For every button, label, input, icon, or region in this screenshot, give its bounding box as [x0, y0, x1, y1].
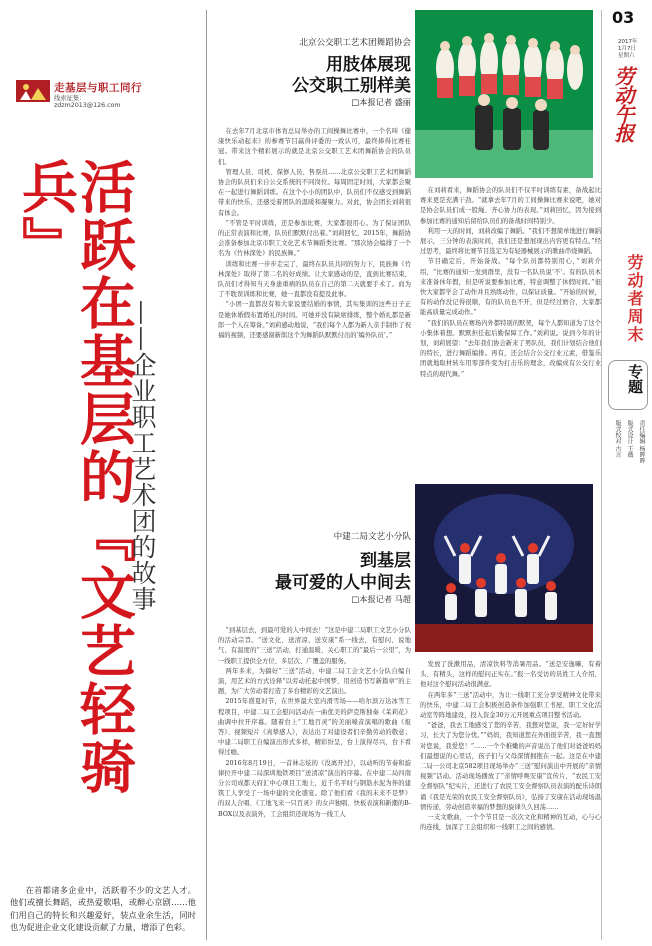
credit-editor: 责任编辑 杨晖晖 [638, 420, 645, 464]
column-title: 走基层与职工同行 [54, 82, 142, 94]
main-title: 活跃在基层的『文艺轻骑兵』 [13, 158, 136, 796]
paragraph: “小团一直都没有和大家说要结婚的事情，其实集训的这些日子正是她休婚假布置婚礼的时间。可她并没有缺席排练，整个婚礼都是新郎一个人在筹备。”刘莉感动地说，“我们每个人都为新人亲手制作了祝福的视频，还要感谢新郎这个为舞蹈队默默付出的‘编外队员’。” [218, 301, 411, 340]
article1-column2 [420, 186, 601, 464]
paragraph: 管理人员、司机、保修人员、售票员……北京公交职工艺术团舞蹈协会的队员们来自公交系统的不同岗位。每周固定时间，大家都会聚在一起进行舞蹈训练。在这个小小的团队中，队员们不仅感受到舞蹈带来的快乐，还感受着团队的温暖和凝聚力。对此，协会团长刘莉很有体会。 [218, 168, 411, 217]
article2-kicker: 中建二局文艺小分队 [333, 532, 411, 542]
article2-byline: □本报记者 马超 [351, 594, 411, 604]
main-subtitle: ——企业职工艺术团的故事 [128, 300, 157, 612]
article2-column2 [420, 660, 601, 942]
paragraph: 在去年7月北京市体育总局举办的工间操舞比赛中，一个名叫《健康快乐动起来》的参赛节目赢得评委的一致认可，最终捧得比赛桂冠。带来这个精彩展示的就是北京公交职工艺术团舞蹈协会的队员们。 [218, 128, 411, 166]
column-badge [16, 80, 144, 109]
page-number: 03 [612, 8, 635, 27]
paragraph: 在两年多“三送”活动中，为让一线职工充分享受精神文化带来的快乐，中建二局工会积极创造条件加强职工书屋、职工文化活动室等阵地建设，投入资金30万元开展重点项目整书活动。 [420, 691, 601, 720]
column-logo-icon [16, 80, 50, 102]
credit-proofreader: 版式校对 古言 [614, 420, 621, 458]
article2-stage-photo [415, 484, 593, 652]
column-contact: 线索征集：zdzm2013@126.com [54, 95, 121, 109]
article2-column1 [218, 626, 411, 944]
article1-byline: □本报记者 盛丽 [351, 97, 411, 107]
paragraph: “爸爸，我去工地感受了您的辛苦，我想对您说，我一定好好学习，长大了为您分忧。”“妈妈，我知道您在外面很辛苦，我一直想对您说，我爱您！”……一个个稚嫩的声音说出了他们对爸爸妈妈们最想说的心里话，孩子们与父母深情拥抱在一起。这是在中建二局一公司北京582项目现场举办“三送”慰问演出中开展的“亲情视频”活动。活动现场播放了“亲情呼唤安康”宣传片，“农民工安全督察队”纪实片，还进行了农民工安全督察队员表演的配乐诗朗诵《我是光荣的农民工安全督察队员》，弘扬了安康在活动现场温情传递，劳动创造幸福的梦想的旋律久久回荡…… [420, 722, 601, 811]
rail-divider [601, 10, 602, 940]
paragraph: “不管是平时训练，还是参加比赛，大家都很用心。为了保证团队的正常表演和比赛，队员们默默付出着。”刘莉回忆，2015年，舞蹈协会准备参加北京市职工文化艺术节舞蹈类比赛。“那次协会编排了一个名为《竹林深处》的民族舞。” [218, 219, 411, 258]
article2-headline-line2: 最可爱的人中间去 [275, 573, 411, 593]
page-date-day: 1月7日 [618, 46, 636, 52]
page-weekday: 星期六 [618, 53, 635, 59]
paragraph: 在刘莉看来，舞蹈协会的队员们不仅平时训练有素，备战起比赛来更是充满干劲。“就拿去年7月的工间操舞比赛来说吧，她对是协会队员们成一股绳、齐心协力的表现。”刘莉回忆，因为接到参加比赛的通知后留给队员们的备战时间特别少。 [420, 187, 601, 225]
paragraph: 训练和比赛一步步走完了，最终在队员共同的努力下，民族舞《竹林深处》取得了第二名的好成绩。让大家感动的是，直到比赛结束，队员们才得知当天身患重病的队员在自己的第二天就要手术了。而为了不耽误训练和比赛，她一直都没有提及此事。 [218, 260, 411, 299]
topic-label: 专题 [626, 364, 644, 394]
article2-headline-line1: 到基层 [360, 551, 411, 571]
paragraph: “我们的队员在赛场内外都特别的默契，每个人都知道为了这个小集体着想。默默担任起后勤保障工作。”刘莉说。说到今年的计划，刘莉展望：“去年我们协会新来了男队员，我们计划结合他们的特长，进行舞蹈编排。再有，还会结合公交行业元素，借鉴乐团就地取材转车用零部件变为打击乐的理念，改编成有公交行业特点的现代舞。” [420, 319, 601, 378]
article1-dance-photo [415, 10, 593, 178]
article1-headline-line2: 公交职工别样美 [292, 76, 411, 96]
column-divider [206, 10, 207, 940]
article1-kicker: 北京公交职工艺术团舞蹈协会 [299, 38, 411, 48]
page-date-year: 2017年 [618, 39, 638, 45]
paragraph: “到基层去，到最可爱的人中间去！”这是中建二局职工文艺小分队的活动宗旨。“送文化、送清凉、送安康”系一线去，有慰问、说地气、有温度的“三送”活动，打通温暖、关心职工的“最后一公里”，为一线职工提供全方位、多层次、广覆盖的服务。 [218, 627, 411, 665]
intro-text: 在首都诸多企业中，活跃着不少的文艺人才。他们或擅长舞蹈，或热爱歌唱，或醉心京剧……他们用自己的特长和兴趣爱好，装点业余生活，同时也为促进企业文化建设贡献了力量，增添了色彩。 [10, 885, 196, 933]
paragraph: 2015年盛夏时节，在世界最大室内滑雪场——哈尔滨万达冰雪工程项目，中建二局工会慰问活动在一曲优美的萨克斯独奏《茉莉花》曲调中拉开序幕。随着台上“工地百灵”的美丽嗓音演唱的歌曲《报答》、视频短片《真挚感人》，表达出了对建设者们辛勤劳动的敬意；中建二局职工自编演出形式多样，精彩纷呈，台上演得尽兴，台下看得过瘾。 [218, 698, 411, 757]
paragraph: 一支文歌曲，一个个节目是一次次文化和精神的互动，心与心的连线，加深了工会组织和一线职工之间的感情。 [420, 814, 601, 832]
paper-logo: 劳动午报 [611, 66, 635, 142]
paragraph: 2016年8月19日，一首林志炫的《没离开过》，以动听的节奏和旋律拉开中建二局深圳地铁项目“送清凉”演出的序幕。在中建二局四南分公司成都天府汇中心项目工地上，近千名平时与钢筋水泥为伴的建筑工人享受了一场中建的文化盛宴。除了他们看《我的未来不是梦》的双人合唱、《工地飞来一只百灵》的女声独唱、快板表演和新潮的B-BOX以及表演外，工会组织还现场为一线工人 [218, 759, 411, 818]
section-title: 劳动者周末 [625, 254, 644, 344]
paragraph: 利用一天的时间，刘莉改编了舞蹈。“我们不想简单地进行舞蹈展示，三分钟的表演时间，我们还是想展现出内容更有特点。”经过思考，最终将比赛节目选定为有轻器械展示的歌曲串烧舞蹈。 [420, 227, 601, 256]
article1-column1 [218, 127, 411, 472]
credit-designer: 版式设计 王薇 [626, 420, 633, 458]
paragraph: 发放了洗漱用品，清凉饮料等消暑用品。“送是安逸嘛，有着头、有精头，这样的慰问正实在。”报一名受访的员姓工人介绍，他对这个慰问活动很满意。 [420, 661, 601, 689]
intro-paragraph [10, 884, 196, 934]
paragraph: 节目确定后，开始备战。“每个队员都特别用心，”刘莉介绍，“比赛的通知一发到群里，没有一名队员说‘不’。有的队员本来准备休年假，但是听说要参加比赛，特意调整了休假时间。”很快大家都学会了动作并且熟练动作，以保证质量。“开始的时候，有的动作没记得很顺，有的队员也不开，但是经过磨合，大家都能高质量完成动作。” [420, 258, 601, 317]
article1-headline-line1: 用肢体展现 [326, 55, 411, 75]
paragraph: 两年多来，为搞好“三送”活动，中建二局工会文艺小分队自编自演，用艺术的方式诠释“以劳动托起中国梦，用创造书写新篇章”的主题，为广大劳动者打造了多台精彩的文艺演出。 [218, 667, 411, 696]
